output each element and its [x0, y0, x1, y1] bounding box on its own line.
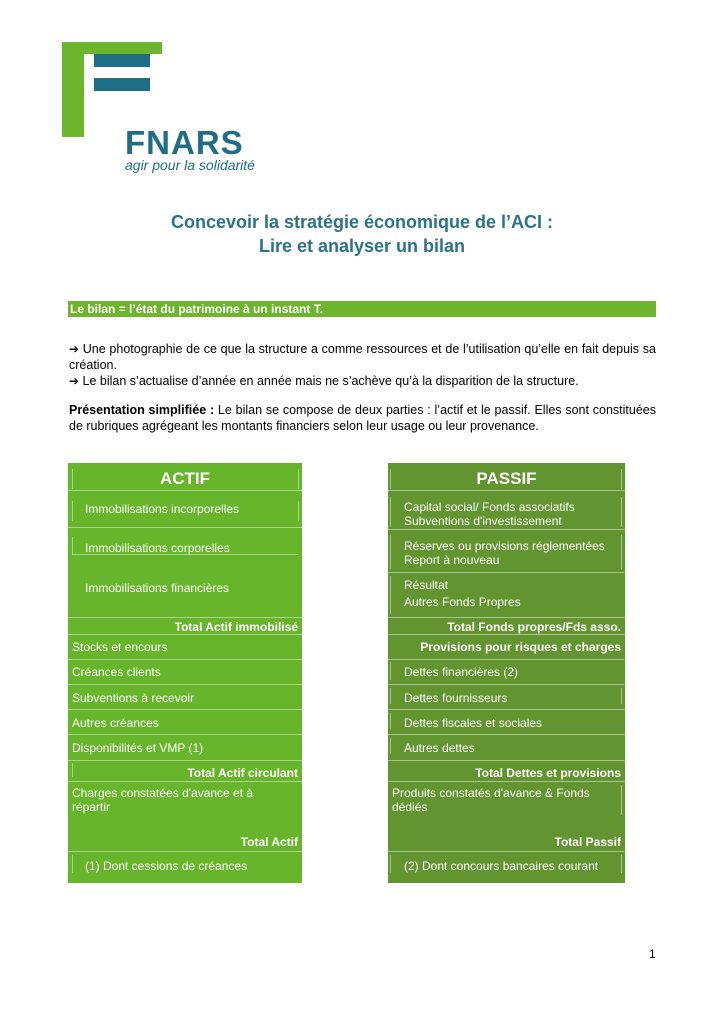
passif-reserves-line1: Réserves ou provisions réglementées [404, 539, 605, 553]
passif-table [388, 463, 625, 883]
logo-tagline: agir pour la solidarité [125, 157, 255, 173]
passif-dettes-financieres: Dettes financières (2) [404, 665, 519, 679]
actif-immob-financieres: Immobilisations financières [85, 581, 230, 595]
presentation-label: Présentation simplifiée : [69, 403, 215, 417]
document-title-line1: Concevoir la stratégie économique de l’ACI : [170, 212, 554, 232]
actif-table [68, 463, 302, 883]
actif-disponibilites: Disponibilités et VMP (1) [72, 741, 204, 755]
passif-produits-line1: Produits constatés d'avance & Fonds [392, 786, 590, 800]
presentation-paragraph [69, 402, 656, 434]
bullet-paragraph-2 [69, 373, 656, 389]
actif-immob-corporelles: Immobilisations corporelles [85, 541, 230, 555]
passif-autres-fonds: Autres Fonds Propres [404, 595, 521, 609]
bullet-paragraph-1 [69, 341, 656, 373]
document-title-line2: Lire et analyser un bilan [258, 236, 466, 256]
actif-creances-clients: Créances clients [72, 665, 161, 679]
actif-header: ACTIF [159, 469, 211, 488]
actif-autres-creances: Autres créances [72, 716, 159, 730]
passif-note: (2) Dont concours bancaires courant [404, 859, 599, 873]
logo-wordmark: FNARS [125, 124, 244, 161]
passif-capital-line2: Subventions d'investissement [404, 514, 562, 528]
actif-note: (1) Dont cessions de créances [85, 859, 248, 873]
presentation-text: Le bilan se compose de deux parties : l’actif et le passif. Elles sont constituées de rubriques agrégeant les montants financiers selon leur usage ou leur provenance. [69, 403, 657, 433]
actif-subventions: Subventions à recevoir [72, 691, 195, 705]
bullet-2-text: Le bilan s’actualise d’année en année mais ne s’achève qu’à la disparition de la structure. [82, 374, 579, 388]
passif-dettes-fournisseurs: Dettes fournisseurs [404, 691, 508, 705]
passif-header: PASSIF [476, 469, 537, 488]
actif-stocks: Stocks et encours [72, 640, 168, 654]
passif-reserves-line2: Report à nouveau [404, 553, 500, 567]
actif-total-circulant: Total Actif circulant [187, 766, 298, 780]
arrow-icon: ➔ [69, 374, 80, 388]
actif-immob-incorporelles: Immobilisations incorporelles [85, 502, 240, 516]
passif-total-fonds-propres: Total Fonds propres/Fds asso. [447, 620, 621, 634]
passif-resultat: Résultat [404, 578, 449, 592]
passif-total: Total Passif [554, 835, 621, 849]
passif-total-dettes: Total Dettes et provisions [475, 766, 621, 780]
section-banner: Le bilan = l’état du patrimoine à un instant T. [68, 301, 656, 317]
passif-autres-dettes: Autres dettes [404, 741, 475, 755]
arrow-icon: ➔ [69, 342, 80, 356]
actif-charges-line1: Charges constatées d'avance et à [72, 786, 254, 800]
passif-produits-line2: dédiés [392, 800, 428, 814]
passif-dettes-fiscales: Dettes fiscales et sociales [404, 716, 543, 730]
passif-capital-line1: Capital social/ Fonds associatifs [404, 500, 575, 514]
actif-total-immobilise: Total Actif immobilisé [174, 620, 298, 634]
bullet-1-text: Une photographie de ce que la structure a comme ressources et de l’utilisation qu’elle en fait depuis sa création. [69, 342, 656, 372]
actif-charges-line2: répartir [72, 800, 111, 814]
actif-total: Total Actif [240, 835, 298, 849]
page-number: 1 [649, 947, 656, 961]
passif-provisions: Provisions pour risques et charges [420, 640, 621, 654]
